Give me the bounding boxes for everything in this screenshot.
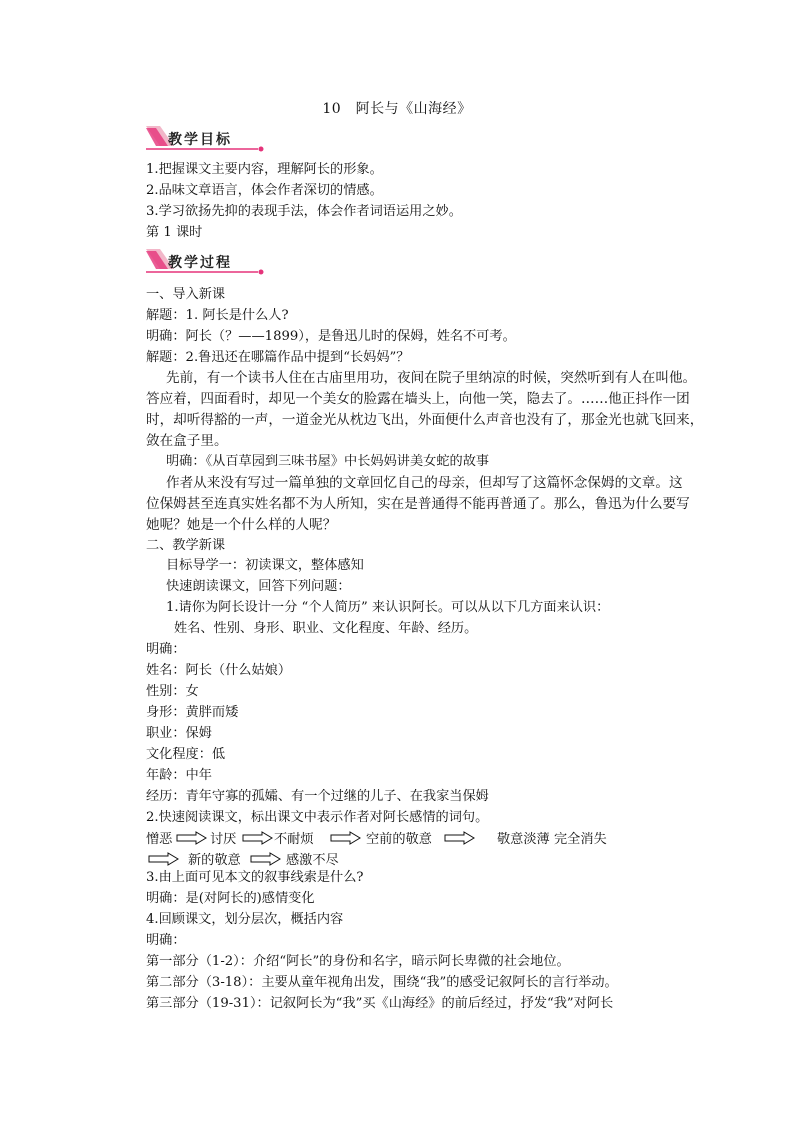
section-banner-process — [146, 249, 276, 279]
text-line: 姓名：阿长（什么姑娘） — [146, 663, 292, 678]
text-line: 明确： — [146, 642, 186, 657]
lesson-title: 10 阿长与《山海经》 — [322, 101, 472, 117]
emotion-term: 感激不尽 — [286, 853, 339, 868]
arrow-right-icon — [330, 831, 362, 845]
arrow-right-icon — [148, 852, 180, 866]
text-line: 解题：2.鲁迅还在哪篇作品中提到“长妈妈”？ — [146, 350, 410, 365]
text-line: 位保姆甚至连真实姓名都不为人所知，实在是普通得不能再普通了。那么，鲁迅为什么要写 — [146, 496, 690, 512]
text-line: 时，却听得豁的一声，一道金光从枕边飞出，外面便什么声音也没有了，那金光也就飞回来， — [146, 412, 704, 428]
emotion-term: 新的敬意 — [188, 853, 241, 868]
text-line: 一、导入新课 — [146, 287, 226, 302]
text-line: 年龄：中年 — [146, 768, 212, 783]
text-line: 姓名、性别、身形、职业、文化程度、年龄、经历。 — [174, 621, 478, 636]
text-line: 第三部分（19-31）：记叙阿长为“我”买《山海经》的前后经过，抒发“我”对阿长 — [146, 996, 614, 1011]
text-line: 明确：是(对阿长的)感情变化 — [146, 891, 315, 906]
emotion-flow-row-1 — [146, 828, 666, 848]
emotion-term: 空前的敬意 — [366, 832, 432, 847]
emotion-term: 敬意淡薄 完全消失 — [497, 832, 607, 847]
text-line: 解题：1. 阿长是什么人? — [146, 308, 289, 323]
text-line: 3.由上面可见本文的叙事线索是什么? — [146, 870, 364, 885]
text-line: 经历：青年守寡的孤孀、有一个过继的儿子、在我家当保姆 — [146, 789, 489, 804]
arrow-right-icon — [444, 831, 476, 845]
text-line: 敛在盒子里。 — [146, 433, 228, 449]
text-line: 身形：黄胖而矮 — [146, 705, 239, 720]
text-line: 性别：女 — [146, 684, 199, 699]
text-line: 她呢？她是一个什么样的人呢？ — [146, 517, 337, 533]
text-line: 二、教学新课 — [146, 538, 226, 553]
emotion-term: 憎恶 — [146, 832, 173, 847]
text-line: 4.回顾课文，划分层次，概括内容 — [146, 912, 344, 927]
text-line: 文化程度：低 — [146, 747, 226, 762]
text-line: 目标导学一：初读课文，整体感知 — [166, 558, 364, 573]
text-line: 第二部分（3-18）：主要从童年视角出发，围绕“我”的感受记叙阿长的言行举动。 — [146, 975, 618, 990]
emotion-flow-row-2 — [146, 849, 666, 869]
section-title-process: 教学过程 — [168, 255, 232, 271]
text-line: 2.品味文章语言，体会作者深切的情感。 — [146, 183, 383, 198]
text-line: 作者从来没有写过一篇单独的文章回忆自己的母亲，但却写了这篇怀念保姆的文章。这 — [166, 475, 683, 491]
arrow-right-icon — [242, 831, 274, 845]
section-banner-goals — [146, 126, 276, 156]
text-line: 1.请你为阿长设计一分 “个人简历” 来认识阿长。可以从以下几方面来认识： — [166, 600, 610, 615]
text-line: 明确： — [146, 933, 186, 948]
arrow-right-icon — [176, 831, 208, 845]
emotion-term: 不耐烦 — [274, 832, 314, 847]
text-line: 2.快速阅读课文，标出课文中表示作者对阿长感情的词句。 — [146, 810, 489, 825]
text-line: 快速朗读课文，回答下列问题： — [166, 579, 351, 594]
text-line: 职业：保姆 — [146, 726, 212, 741]
text-line: 先前，有一个读书人住在古庙里用功，夜间在院子里纳凉的时候，突然听到有人在叫他。 — [166, 370, 697, 386]
text-line: 答应着，四面看时，却见一个美女的脸露在墙头上，向他一笑，隐去了。……他正抖作一团 — [146, 391, 690, 407]
arrow-right-icon — [250, 852, 282, 866]
text-line: 第 1 课时 — [146, 225, 203, 240]
text-line: 第一部分（1-2）：介绍“阿长”的身份和名字，暗示阿长卑微的社会地位。 — [146, 954, 570, 969]
emotion-term: 讨厌 — [210, 832, 237, 847]
section-title-goals: 教学目标 — [168, 132, 232, 148]
text-line: 3.学习欲扬先抑的表现手法，体会作者词语运用之妙。 — [146, 204, 462, 219]
text-line: 明确：《从百草园到三味书屋》中长妈妈讲美女蛇的故事 — [166, 454, 490, 469]
text-line: 明确：阿长（？——1899），是鲁迅儿时的保姆，姓名不可考。 — [146, 329, 516, 344]
text-line: 1.把握课文主要内容，理解阿长的形象。 — [146, 162, 383, 177]
